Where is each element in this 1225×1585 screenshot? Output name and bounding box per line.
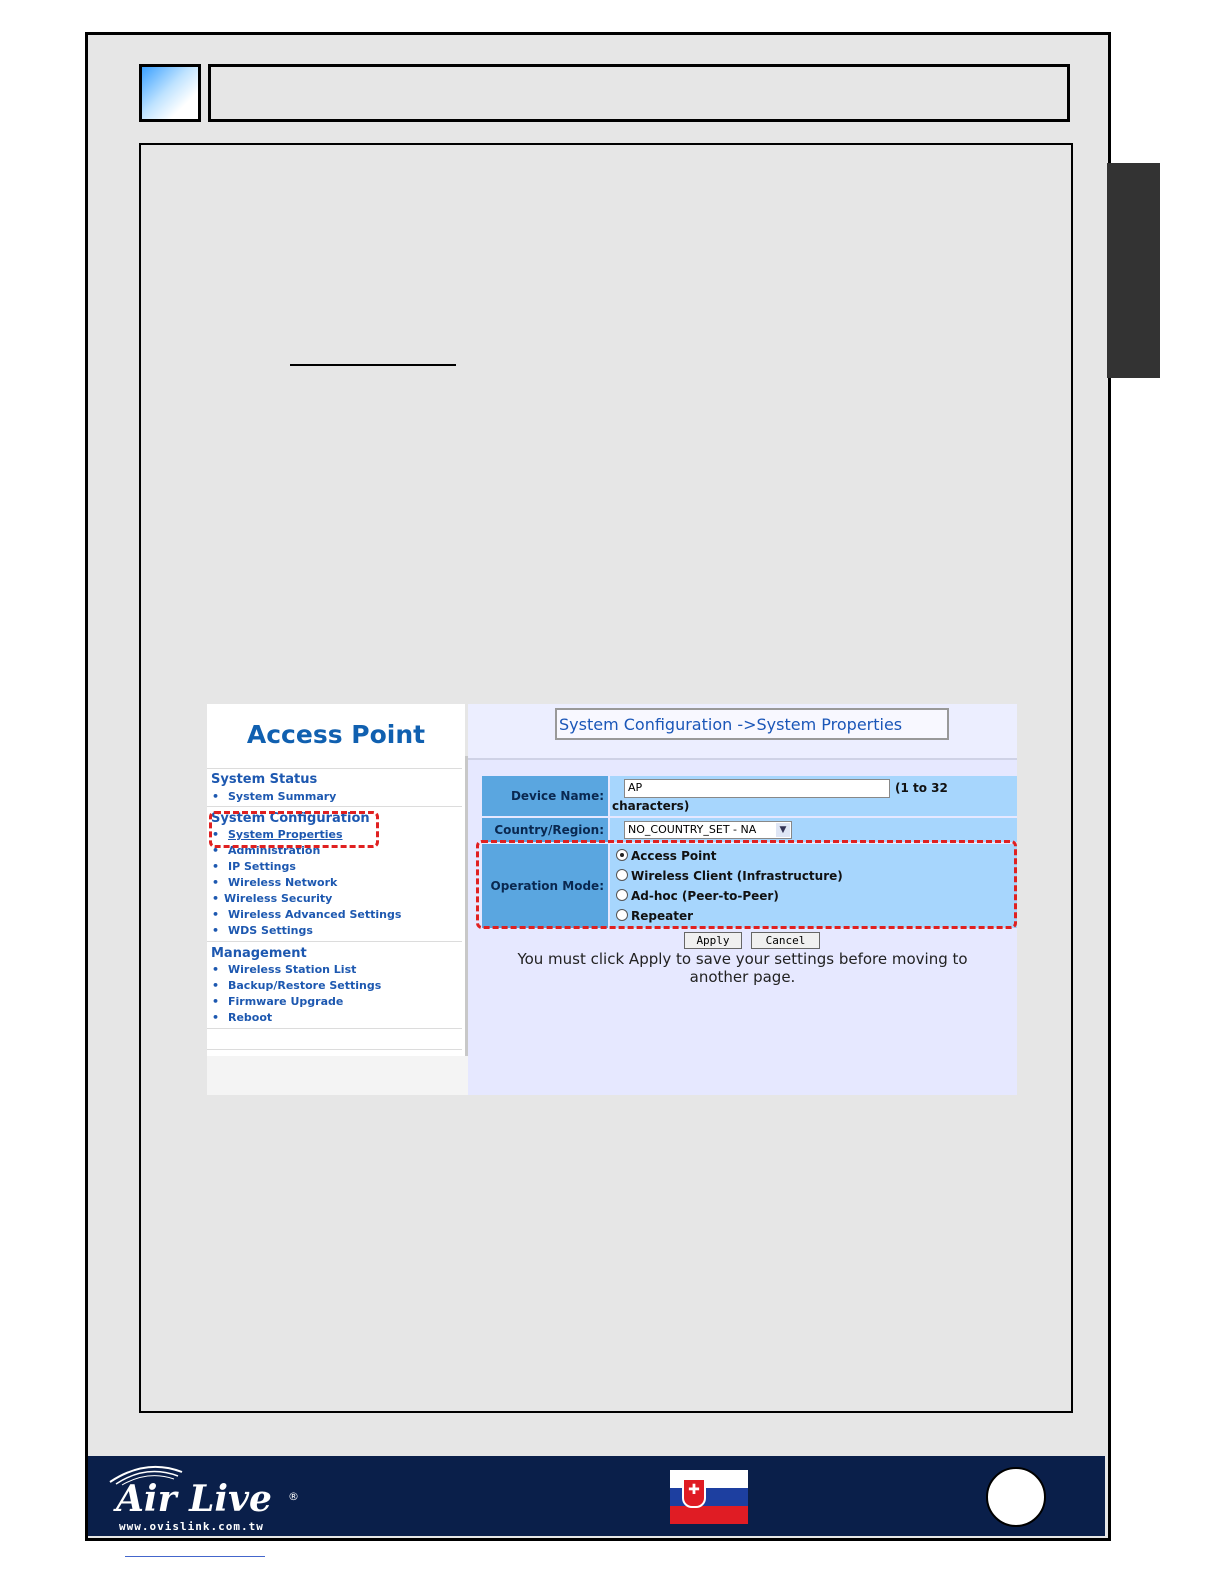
device-name-input[interactable]: AP [624, 779, 890, 798]
chevron-down-icon[interactable]: ▼ [776, 823, 790, 837]
nav-section-management[interactable]: Management [211, 946, 307, 961]
page-number-circle [986, 1467, 1046, 1527]
nav-divider [207, 941, 462, 942]
highlight-system-properties [209, 811, 379, 848]
nav-divider [207, 1049, 462, 1050]
nav-section-system-configuration[interactable]: System Configuration [211, 811, 370, 826]
nav-item-wireless-security[interactable]: • Wireless Security [212, 892, 333, 905]
device-name-label: Device Name: [482, 776, 608, 816]
apply-note-line1: You must click Apply to save your settings before moving to [517, 950, 968, 968]
radio-wireless-client[interactable]: Wireless Client (Infrastructure) [616, 869, 843, 883]
operation-mode-label: Operation Mode: [482, 844, 608, 928]
nav-divider [207, 806, 462, 807]
nav-divider [207, 1028, 462, 1029]
cancel-button[interactable]: Cancel [751, 932, 820, 949]
highlight-operation-mode [476, 840, 1017, 929]
chapter-marker [139, 64, 201, 122]
country-cell [610, 818, 1017, 842]
nav-item-system-summary[interactable]: • System Summary [212, 790, 337, 803]
device-name-hint-cont: characters) [612, 799, 690, 813]
flag-crest: ✚ [682, 1478, 706, 1508]
apply-button[interactable]: Apply [684, 932, 742, 949]
country-select[interactable] [624, 821, 792, 839]
slovak-flag-icon [670, 1470, 748, 1524]
nav-item-wds-settings[interactable]: • WDS Settings [212, 924, 313, 937]
nav-item-wireless-station-list[interactable]: • Wireless Station List [212, 963, 357, 976]
radio-ad-hoc[interactable]: Ad-hoc (Peer-to-Peer) [616, 889, 779, 903]
nav-item-wireless-network[interactable]: • Wireless Network [212, 876, 338, 889]
device-name-hint: (1 to 32 [895, 781, 948, 795]
nav-item-system-properties[interactable]: • System Properties [212, 828, 343, 841]
country-select-value: NO_COUNTRY_SET - NA [628, 823, 757, 836]
nav-item-backup-restore-settings[interactable]: • Backup/Restore Settings [212, 979, 382, 992]
bottom-link-line [125, 1556, 265, 1557]
device-name-cell [610, 776, 1017, 816]
nav-item-wireless-advanced-settings[interactable]: • Wireless Advanced Settings [212, 908, 402, 921]
breadcrumb: System Configuration ->System Properties [555, 708, 949, 740]
chapter-title-bar [208, 64, 1070, 122]
nav-section-system-status[interactable]: System Status [211, 772, 318, 787]
registered-mark: ® [288, 1490, 299, 1503]
radio-access-point[interactable]: Access Point [616, 849, 717, 863]
main-header [468, 704, 1017, 760]
nav-item-firmware-upgrade[interactable]: • Firmware Upgrade [212, 995, 344, 1008]
nav-item-ip-settings[interactable]: • IP Settings [212, 860, 296, 873]
apply-note [468, 950, 1017, 986]
airlive-logo: Air Live [116, 1478, 272, 1520]
side-tab [1107, 163, 1160, 378]
nav-panel [207, 704, 465, 1095]
country-label: Country/Region: [482, 818, 608, 842]
nav-item-administration[interactable]: • Administration [212, 844, 321, 857]
nav-bottom-area [207, 1056, 468, 1095]
radio-repeater[interactable]: Repeater [616, 909, 693, 923]
embedded-screenshot [207, 704, 1017, 1095]
website-url: www.ovislink.com.tw [119, 1520, 264, 1533]
underline-rule [290, 364, 456, 366]
apply-note-line2: another page. [689, 968, 796, 986]
nav-item-reboot[interactable]: • Reboot [212, 1011, 273, 1024]
nav-title: Access Point [246, 720, 426, 749]
nav-divider [207, 768, 462, 769]
